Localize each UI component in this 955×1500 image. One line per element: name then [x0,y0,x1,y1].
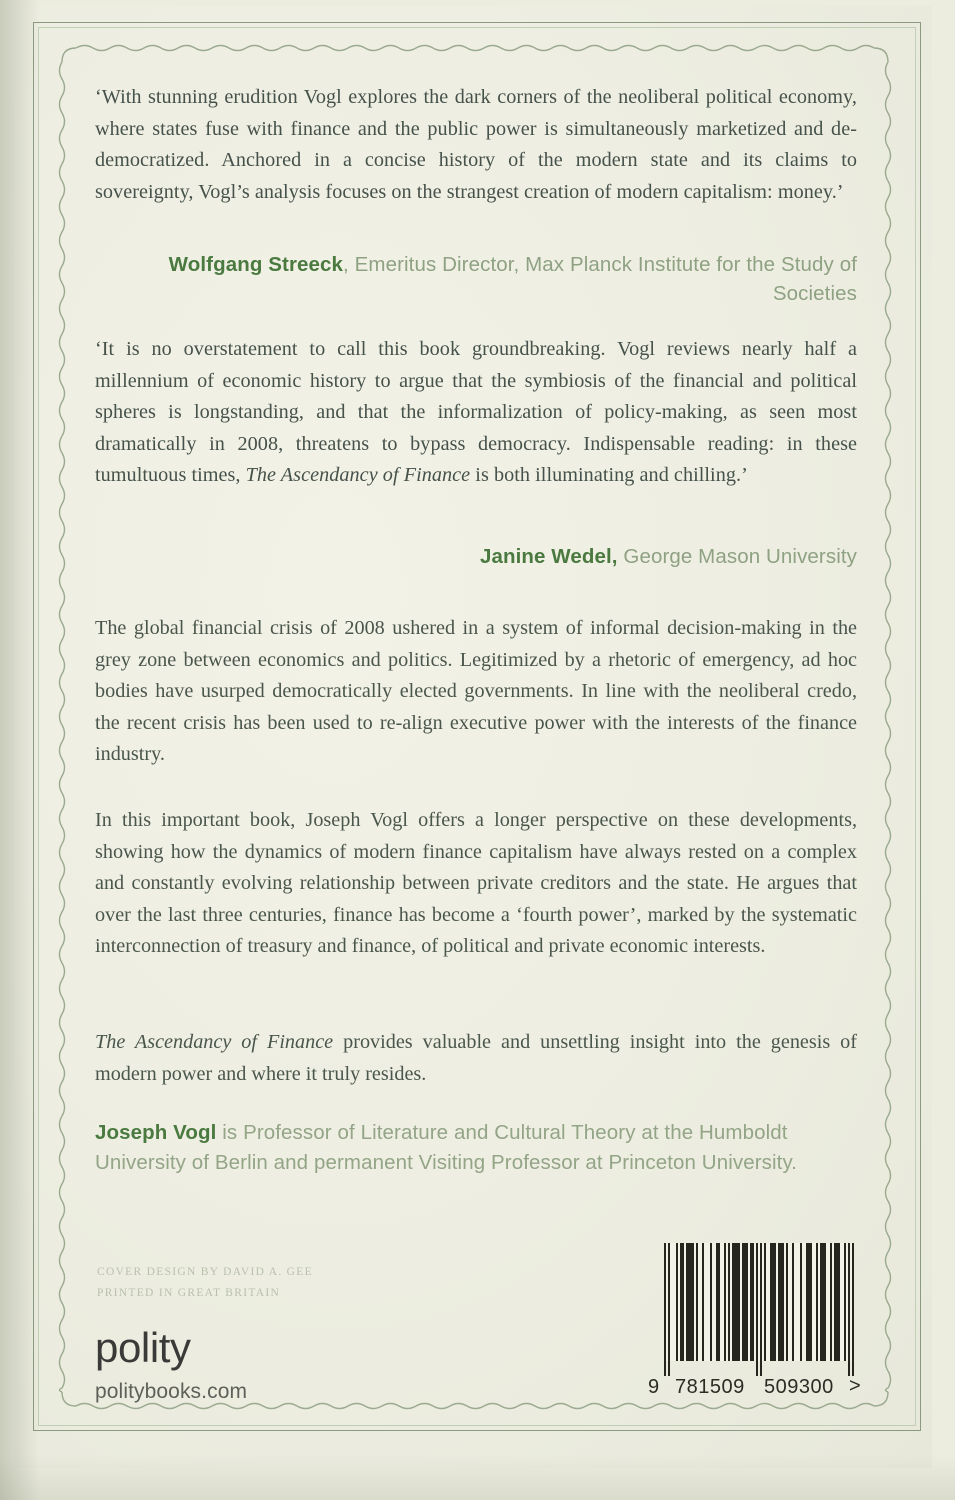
review-2-reviewer-affiliation: George Mason University [617,545,857,568]
blurb-paragraph-3-block [95,1027,857,1090]
credit-printed-in: PRINTED IN GREAT BRITAIN [97,1287,281,1299]
author-bio-name: Joseph Vogl [95,1121,217,1144]
blurb-paragraph-1-block [95,613,857,771]
barcode-digits [648,1375,874,1402]
barcode-group-1: 781509 [675,1376,745,1398]
barcode-suffix: > [849,1375,862,1397]
review-2-quote-part2: is both illuminating and chilling.’ [470,464,748,487]
review-2-quote-part1: ‘It is no overstatement to call this book groundbreaking. Vogl reviews nearly half a millennium of economic history to argue that the symbiosis of the financial and political spheres is longstanding, and that the informalization of policy-making, as seen most dramatically in 2008, threatens to bypass democracy. Indispensable reading: in these tumultuous times, [95,338,857,487]
review-1-quote: ‘With stunning erudition Vogl explores the dark corners of the neoliberal political economy, where states fuse with finance and the public power is simultaneously marketized and de-democratized. Anchored in a concise history of the modern state and its claims to sovereignty, Vogl’s analysis focuses on the strangest creation of modern capitalism: money.’ [95,86,857,203]
publisher-block [95,1324,248,1403]
blurb-paragraph-3-rest: provides valuable and unsettling insight into the genesis of modern power and where it truly resides. [95,1031,857,1085]
publisher-website[interactable]: politybooks.com [95,1380,248,1403]
review-2-attribution [95,542,857,571]
review-1-reviewer-affiliation: , Emeritus Director, Max Planck Institute for the Study of Societies [343,253,857,305]
barcode-group-2: 509300 [764,1376,834,1398]
blurb-paragraph-2-block [95,805,857,963]
barcode-prefix-digit: 9 [648,1376,660,1398]
barcode-bars [664,1243,854,1361]
blurb-paragraph-3-book-title: The Ascendancy of Finance [95,1031,334,1053]
cover-content [95,62,857,1392]
review-1-block [95,82,857,208]
blurb-paragraph-1: The global financial crisis of 2008 ushered in a system of informal decision-making in the grey zone between economics and politics. Legitimized by a rhetoric of emergency, ad hoc bodies have usurped democratically elected governments. In line with the neoliberal credo, the recent crisis has been used to re-align executive power with the interests of the finance industry. [95,617,857,766]
review-2-block [95,334,857,492]
review-1-reviewer-name: Wolfgang Streeck [168,253,344,276]
cover-credits [97,1262,427,1304]
review-2-quote-book-title: The Ascendancy of Finance [245,464,471,487]
credit-cover-design: COVER DESIGN BY DAVID A. GEE [97,1266,313,1278]
scan-shadow-bottom [0,1454,955,1500]
review-1-attribution [95,250,857,308]
polity-logo: polity [95,1324,191,1371]
blurb-paragraph-2: In this important book, Joseph Vogl offers a longer perspective on these developments, showing how the dynamics of modern finance capitalism have always rested on a complex and constantly evolving relationship between private creditors and the state. He argues that over the last three centuries, finance has become a ‘fourth power’, marked by the systematic interconnection of treasury and finance, of political and private economic interests. [95,809,857,958]
isbn-barcode-block [648,1243,862,1402]
author-bio-text: is Professor of Literature and Cultural Theory at the Humboldt University of Berlin and permanent Visiting Professor at Princeton University. [95,1121,798,1174]
author-bio-block [95,1118,857,1178]
review-2-reviewer-name: Janine Wedel, [479,545,618,568]
